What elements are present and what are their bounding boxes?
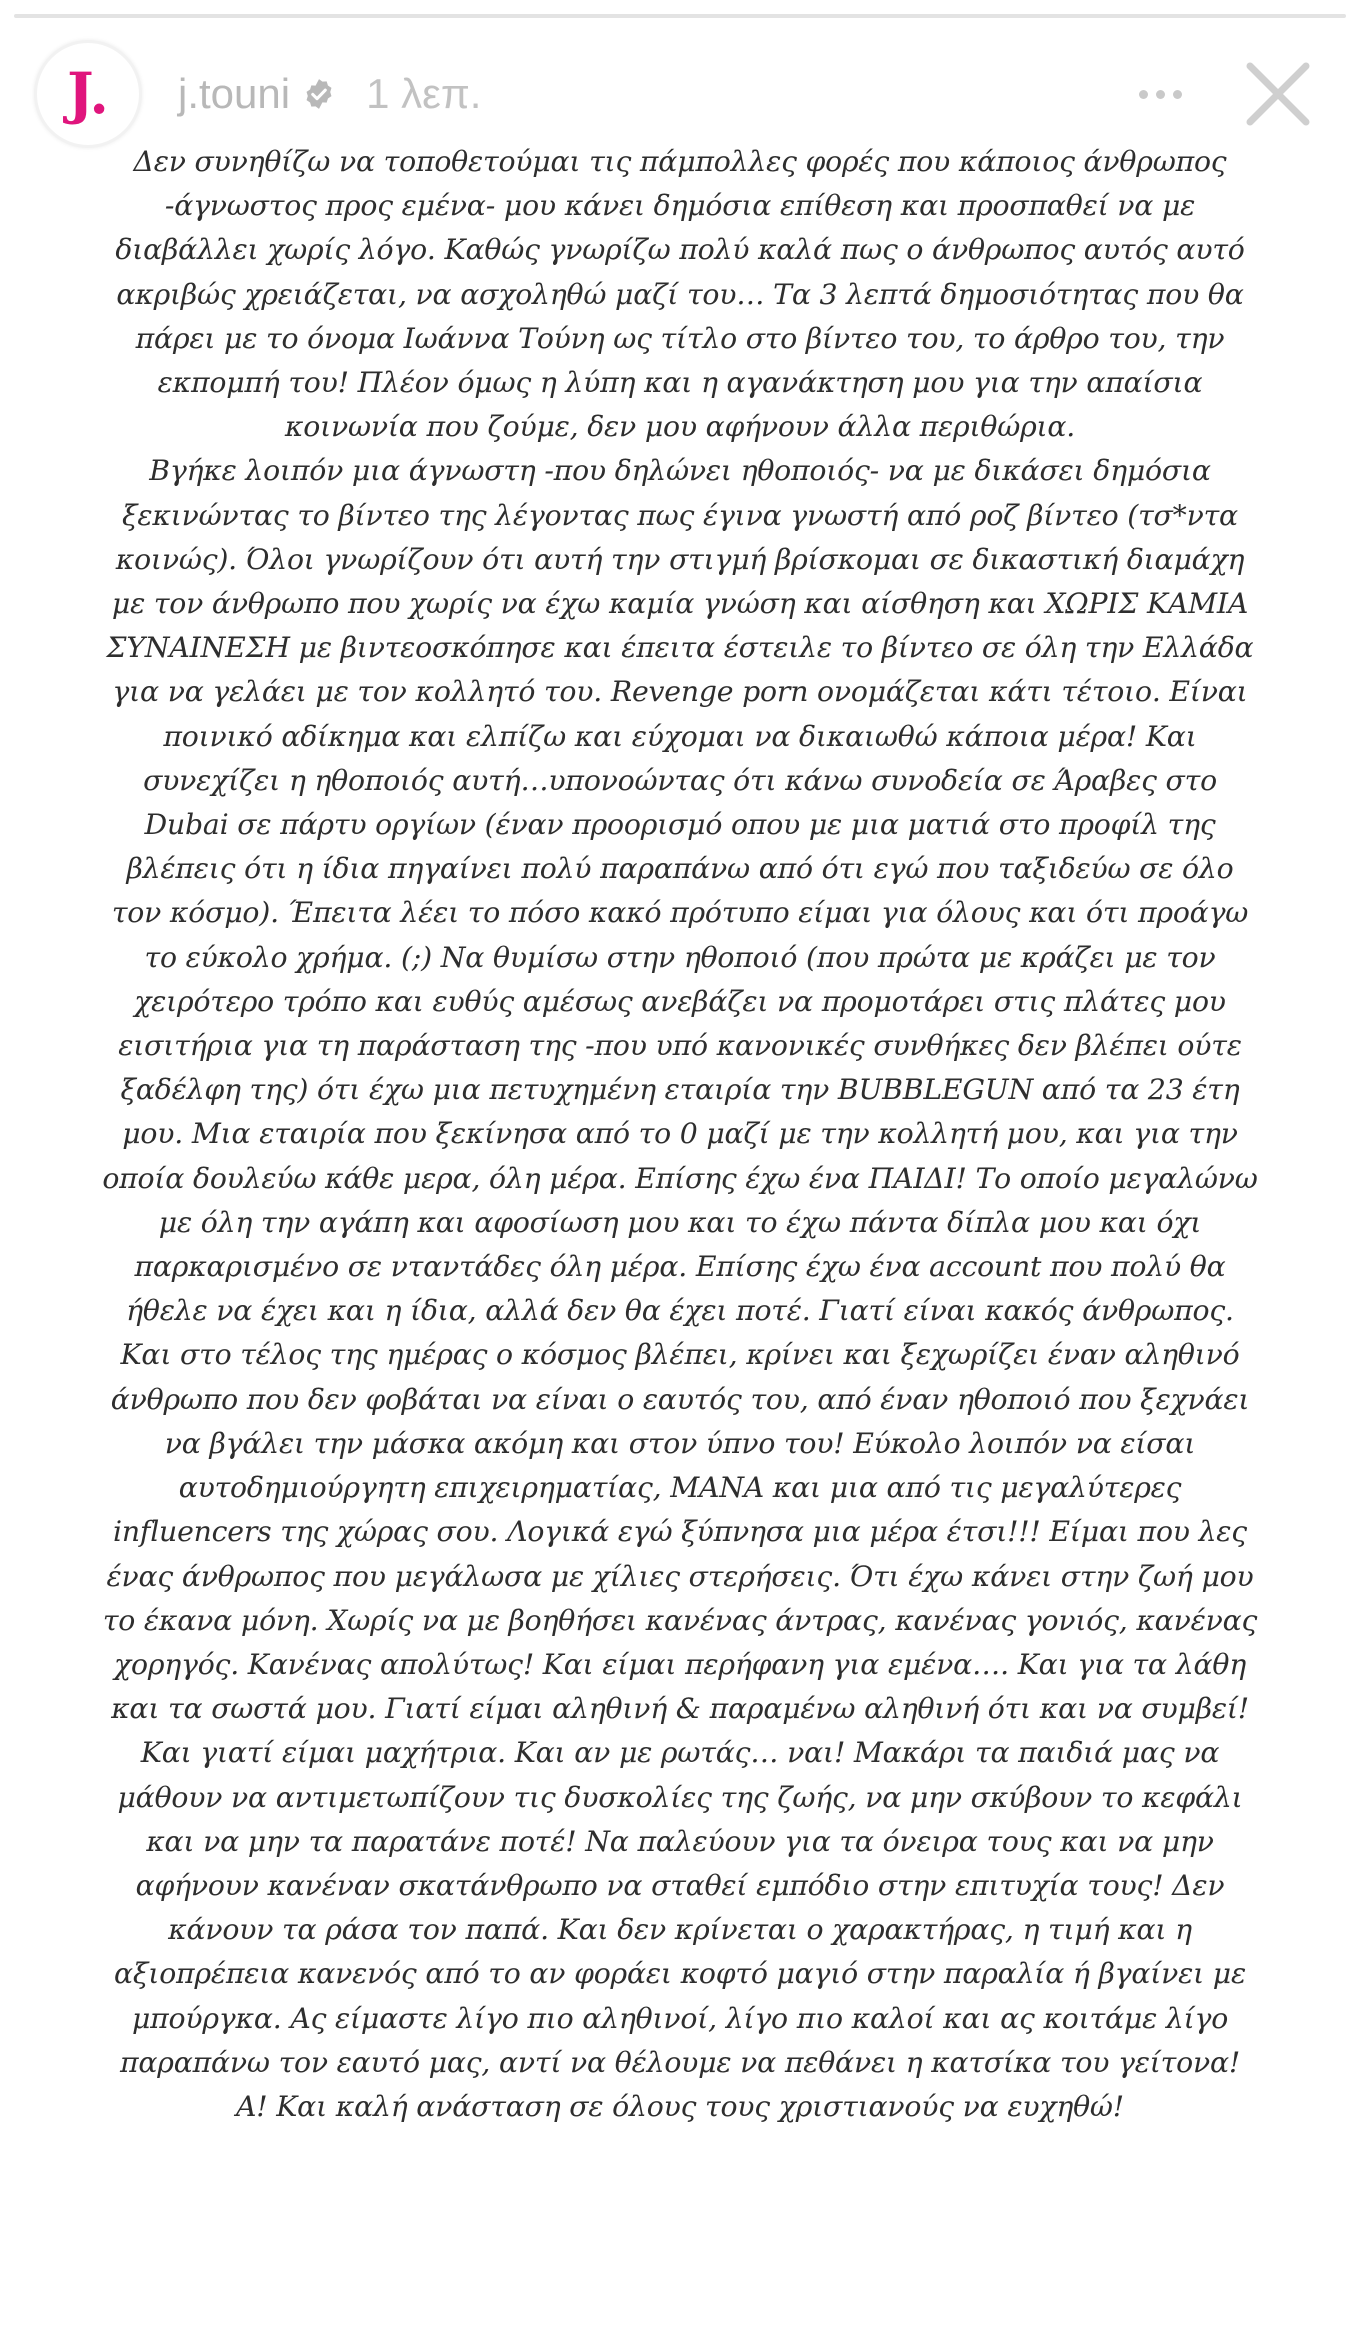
avatar[interactable] [34,40,142,148]
more-options-button[interactable] [1123,80,1198,109]
username[interactable]: j.touni [178,70,291,117]
post-time: 1 λεπ. [366,70,482,117]
story-paragraph: Βγήκε λοιπόν μια άγνωστη -που δηλώνει ηθοποιός- να με δικάσει δημόσια ξεκινώντας το βίντεο της λέγοντας πως έγινα γνωστή από ροζ βίντεο (τσ*ντα κοινώς). Όλοι γνωρίζουν ότι αυτή την στιγμή βρίσκομαι σε δικαστική διαμάχη με τον άνθρωπο που χωρίς να έχω καμία γνώση και αίσθηση και ΧΩΡΙΣ ΚΑΜΙΑ ΣΥΝΑΙΝΕΣΗ με βιντεοσκόπησε και έπειτα έστειλε το βίντεο σε όλη την Ελλάδα για να γελάει με τον κολλητό του. Revenge porn ονομάζεται κάτι τέτοιο. Είναι ποινικό αδίκημα και ελπίζω και εύχομαι να δικαιωθώ κάποια μέρα! Και συνεχίζει η ηθοποιός αυτή…υπονοώντας ότι κάνω συνοδεία σε Άραβες στο Dubai σε πάρτυ οργίων (έναν προορισμό οπου με μια ματιά στο προφίλ της βλέπεις ότι η ίδια πηγαίνει πολύ παραπάνω από ότι εγώ που ταξιδεύω σε όλο τον κόσμο). Έπειτα λέει το πόσο κακό πρότυπο είμαι για όλους και ότι προάγω το εύκολο χρήμα. (;) Να θυμίσω στην ηθοποιό (που πρώτα με κράζει με τον χειρότερο τρόπο και ευθύς αμέσως ανεβάζει να προμοτάρει στις πλάτες μου εισιτήρια για τη παράσταση της -που υπό κανονικές συνθήκες δεν βλέπει ούτε ξαδέλφη της) ότι έχω μια πετυχημένη εταιρία την BUBBLEGUN από τα 23 έτη μου. Μια εταιρία που ξεκίνησα από το 0 μαζί με την κολλητή μου, και για την οποία δουλεύω κάθε μερα, όλη μέρα. Επίσης έχω ένα ΠΑΙΔΙ! Το οποίο μεγαλώνω με όλη την αγάπη και αφοσίωση μου και το έχω πάντα δίπλα μου και όχι παρκαρισμένο σε νταντάδες όλη μέρα. Επίσης έχω ένα account που πολύ θα ήθελε να έχει και η ίδια, αλλά δεν θα έχει ποτέ. Γιατί είναι κακός άνθρωπος. Και στο τέλος της ημέρας ο κόσμος βλέπει, κρίνει και ξεχωρίζει έναν αληθινό άνθρωπο που δεν φοβάται να είναι ο εαυτός του, από έναν ηθοποιό που ξεχνάει να βγάλει την μάσκα ακόμη και στον ύπνο του! Εύκολο λοιπόν να είσαι αυτοδημιούργητη επιχειρηματίας, ΜΑΝΑ και μια από τις μεγαλύτερες influencers της χώρας σου. Λογικά εγώ ξύπνησα μια μέρα έτσι!!! Είμαι που λες ένας άνθρωπος που μεγάλωσα με χίλιες στερήσεις. Ότι έχω κάνει στην ζωή μου το έκανα μόνη. Χωρίς να με βοηθήσει κανένας άντρας, κανένας γονιός, κανένας χορηγός. Κανένας απολύτως! Και είμαι περήφανη για εμένα…. Και για τα λάθη και τα σωστά μου. Γιατί είμαι αληθινή & παραμένω αληθινή ότι και να συμβεί! Και γιατί είμαι μαχήτρια. Και αν με ρωτάς… ναι! Μακάρι τα παιδιά μας να μάθουν να αντιμετωπίζουν τις δυσκολίες της ζωής, να μην σκύβουν το κεφάλι και να μην τα παρατάνε ποτέ! Να παλεύουν για τα όνειρα τους και να μην αφήνουν κανέναν σκατάνθρωπο να σταθεί εμπόδιο στην επιτυχία τους! Δεν κάνουν τα ράσα τον παπά. Και δεν κρίνεται ο χαρακτήρας, η τιμή και η αξιοπρέπεια κανενός από το αν φοράει κοφτό μαγιό στην παραλία ή βγαίνει με μπούργκα. Ας είμαστε λίγο πιο αληθινοί, λίγο πιο καλοί και ας κοιτάμε λίγο παραπάνω τον εαυτό μας, αντί να θέλουμε να πεθάνει η κατσίκα του γείτονα! Α! Και καλή ανάσταση σε όλους τους χριστιανούς να ευχηθώ! [102,454,1258,2123]
more-dots-icon [1139,90,1148,99]
verified-badge-icon [302,77,336,111]
more-dots-icon [1156,90,1165,99]
close-icon[interactable] [1238,54,1318,134]
story-statement-text [100,140,1260,2129]
more-dots-icon [1173,90,1182,99]
story-progress-bar [14,14,1346,18]
avatar-logo-letter: J. [67,61,109,127]
story-paragraph: Δεν συνηθίζω να τοποθετούμαι τις πάμπολλες φορές που κάποιος άνθρωπος -άγνωστος προς εμένα- μου κάνει δημόσια επίθεση και προσπαθεί να με διαβάλλει χωρίς λόγο. Καθώς γνωρίζω πολύ καλά πως ο άνθρωπος αυτός αυτό ακριβώς χρειάζεται, να ασχοληθώ μαζί του… Τα 3 λεπτά δημοσιότητας που θα πάρει με το όνομα Ιωάννα Τούνη ως τίτλο στο βίντεο του, το άρθρο του, την εκπομπή του! Πλέον όμως η λύπη και η αγανάκτηση μου για την απαίσια κοινωνία που ζούμε, δεν μου αφήνουν άλλα περιθώρια. [115,145,1245,444]
story-header [34,44,1326,144]
